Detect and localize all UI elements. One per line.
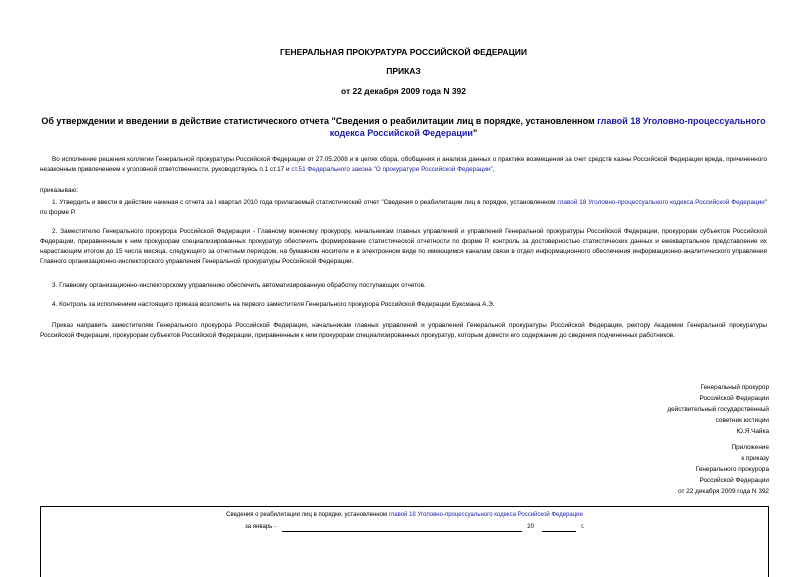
title-text-end: ": [472, 128, 478, 138]
year-field[interactable]: [542, 523, 576, 532]
paragraph-item-2: [40, 227, 767, 267]
period-label: за январь -: [245, 524, 276, 530]
form-period-row: [245, 522, 584, 532]
appendix-line-3: Генерального прокурора: [695, 466, 769, 473]
item-3-text: 3. Главному организационно-инспекторскому управлению обеспечить автоматизированную обработку поступающих отчетов.: [52, 282, 426, 289]
signature-block: [667, 382, 769, 437]
signature-line-3: действительный государственный: [667, 406, 769, 413]
preamble-law-link[interactable]: ст.51 Федерального закона "О прокуратуре Российской Федерации": [291, 166, 493, 173]
paragraph-item-1: 1. Утвердить и ввести в действие начиная с отчета за I квартал 2010 года прилагаемый статистический отчет "Сведения о реабилитации лиц в порядке, установленном главой 18 Уголовно-процессуального кодекса Российской Федерации" по форме Р.: [40, 199, 767, 216]
signature-name: Ю.Я.Чайка: [736, 428, 769, 435]
paragraph-item-3: [40, 281, 767, 291]
title-law-link[interactable]: главой 18 Уголовно-процессуального кодекса Российской Федерации: [329, 116, 766, 138]
form-law-link[interactable]: главой 18 Уголовно-процессуального кодекса Российской Федерации: [388, 512, 583, 518]
item-1-text: 1. Утвердить и ввести в действие начиная с отчета за I квартал 2010 года прилагаемый статистический отчет "Сведения о реабилитации лиц в порядке, установленном: [52, 199, 558, 206]
signature-line-1: Генеральный прокурор: [700, 384, 769, 391]
item-1-law-link[interactable]: главой 18 Уголовно-процессуального кодекса Российской Федерации: [557, 199, 765, 206]
item-4-text: 4. Контроль за исполнением настоящего приказа возложить на первого заместителя Генерального прокурора Российской Федерации Буксмана А.Э.: [52, 301, 495, 308]
signature-line-4: советник юстиции: [715, 417, 769, 424]
doc-type: ПРИКАЗ: [386, 66, 421, 76]
report-form-table: [40, 506, 769, 577]
form-header: [41, 510, 768, 520]
distribution-text: Приказ направить заместителям Генерального прокурора Российской Федерации, начальникам главных управлений и управлений Генеральной прокуратуры Российской Федерации, ректору Академии Генеральной прокуратуры Российской Федерации, прокурорам субъектов Российской Федерации, приравненным к ним прокурорам специализированных прокуратур, которым довести его содержание до сведения подчиненных работников.: [40, 322, 767, 339]
year-suffix: г.: [581, 524, 585, 530]
period-month-field[interactable]: [282, 523, 522, 532]
form-header-text: Сведения о реабилитации лиц в порядке, установленном: [226, 512, 389, 518]
item-2-text: 2. Заместителю Генерального прокурора Российской Федерации - Главному военному прокурору, начальникам главных управлений и управлений Генеральной прокуратуры Российской Федерации, прокурорам субъектов Российской Федерации, приравненным к ним прокурорам специализированных прокуратур обеспечить формирование статистической отчетности по форме Р, контроль за достоверностью статистических данных и ежеквартальное представление их нарастающим итогом до 15 числа месяца, следующего за отчетным периодом, на бумажном носителе и в электронном виде по имеющимся каналам связи в отдел информационного обеспечения информационно-аналитического управления Главного организационно-инспекторского управления Генеральной прокуратуры Российской Федерации.: [40, 228, 767, 265]
paragraph-preamble: Во исполнение решения коллегии Генеральной прокуратуры Российской Федерации от 27.05.2008 и в целях сбора, обобщения и анализа данных о практике возмещения за счет средств казны Российской Федерации вреда, причиненного незаконным привлечением к уголовной ответственности, руководствуясь п.1 ст.17 и ст.51 Федерального закона "О прокуратуре Российской Федерации",: [40, 156, 767, 173]
preamble-text: Во исполнение решения коллегии Генеральной прокуратуры Российской Федерации от 27.05.2008 и в целях сбора, обобщения и анализа данных о практике возмещения за счет средств казны Российской Федерации вреда, причиненного незаконным привлечением к уголовной ответственности, руководствуясь п.1 ст.17 и: [40, 156, 767, 173]
document-title: [40, 115, 767, 139]
paragraph-item-4: [40, 300, 767, 310]
org-title: ГЕНЕРАЛЬНАЯ ПРОКУРАТУРА РОССИЙСКОЙ ФЕДЕРАЦИИ: [280, 47, 527, 57]
year-prefix: 20: [527, 524, 534, 530]
paragraph-distribution: [40, 321, 767, 341]
appendix-block: [678, 442, 769, 497]
order-word: приказываю:: [40, 187, 78, 194]
appendix-line-4: Российской Федерации: [699, 477, 769, 484]
title-text-start: Об утверждении и введении в действие статистического отчета "Сведения о реабилитации лиц в порядке, установленном: [41, 116, 598, 126]
doc-date-number: от 22 декабря 2009 года N 392: [340, 86, 467, 96]
signature-line-2: Российской Федерации: [699, 395, 769, 402]
appendix-line-1: Приложение: [731, 444, 769, 451]
appendix-line-5: от 22 декабря 2009 года N 392: [678, 488, 769, 495]
appendix-line-2: к приказу: [741, 455, 769, 462]
